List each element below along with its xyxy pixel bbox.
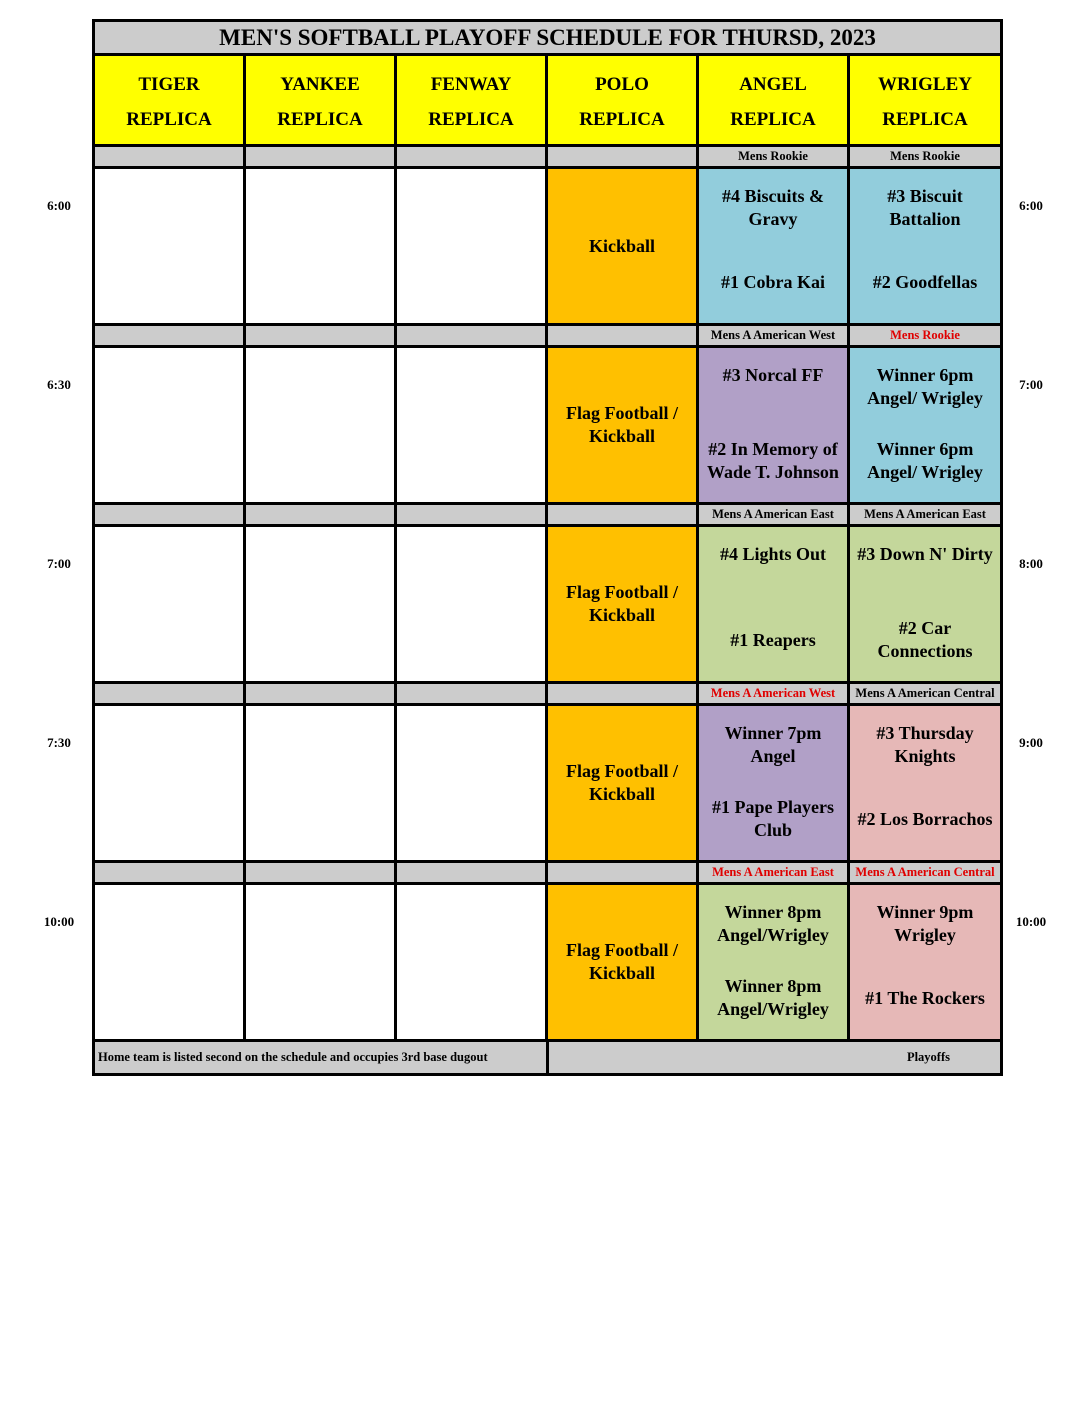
polo-activity: Flag Football / Kickball xyxy=(548,706,699,863)
division-row xyxy=(95,505,1000,527)
angel-division-label: Mens A American East xyxy=(699,505,850,527)
separator-cell xyxy=(95,147,246,169)
empty-slot-fenway xyxy=(397,706,548,863)
separator-cell xyxy=(246,505,397,527)
wrigley-division-label: Mens Rookie xyxy=(850,326,1000,348)
field-header-angel xyxy=(699,56,850,147)
home-team: #2 In Memory of Wade T. Johnson xyxy=(707,439,839,482)
angel-division-label: Mens A American West xyxy=(699,684,850,706)
wrigley-game xyxy=(850,885,1000,1042)
left-time-label: 10:00 xyxy=(43,914,75,929)
away-team: Winner 6pm Angel/ Wrigley xyxy=(867,365,983,408)
home-team: Winner 6pm Angel/ Wrigley xyxy=(867,439,983,482)
division-row xyxy=(95,684,1000,706)
field-sub: REPLICA xyxy=(730,109,816,130)
empty-slot-yankee xyxy=(246,348,397,505)
away-team: #3 Down N' Dirty xyxy=(857,544,993,564)
polo-activity: Kickball xyxy=(548,169,699,326)
separator-cell xyxy=(397,684,548,706)
right-time-label: 7:00 xyxy=(1019,377,1043,392)
angel-game xyxy=(699,885,850,1042)
separator-cell xyxy=(246,684,397,706)
separator-cell xyxy=(95,326,246,348)
angel-division-label: Mens Rookie xyxy=(699,147,850,169)
home-team: Winner 8pm Angel/Wrigley xyxy=(717,976,829,1019)
field-header-row xyxy=(95,56,1000,147)
separator-cell xyxy=(246,863,397,885)
field-header-tiger xyxy=(95,56,246,147)
right-time-label: 6:00 xyxy=(1019,198,1043,213)
page-title: MEN'S SOFTBALL PLAYOFF SCHEDULE FOR THURSD, 2023 xyxy=(95,22,1000,56)
left-time-label: 6:00 xyxy=(47,198,71,213)
angel-division-label: Mens A American East xyxy=(699,863,850,885)
away-team: #4 Lights Out xyxy=(719,544,827,564)
separator-cell xyxy=(95,863,246,885)
separator-cell xyxy=(397,147,548,169)
empty-slot-yankee xyxy=(246,885,397,1042)
footer-note: Home team is listed second on the schedule and occupies 3rd base dugout xyxy=(95,1042,549,1073)
game-row xyxy=(95,348,1000,505)
empty-slot-fenway xyxy=(397,169,548,326)
away-team: Winner 9pm Wrigley xyxy=(876,902,974,945)
empty-slot-yankee xyxy=(246,527,397,684)
division-row xyxy=(95,147,1000,169)
division-row xyxy=(95,326,1000,348)
angel-game xyxy=(699,348,850,505)
game-row xyxy=(95,885,1000,1042)
angel-game xyxy=(699,706,850,863)
home-team: #2 Los Borrachos xyxy=(857,808,993,829)
wrigley-division-label: Mens A American Central xyxy=(850,863,1000,885)
polo-activity: Flag Football / Kickball xyxy=(548,527,699,684)
game-row xyxy=(95,706,1000,863)
field-header-yankee xyxy=(246,56,397,147)
field-header-fenway xyxy=(397,56,548,147)
away-team: #4 Biscuits & Gravy xyxy=(721,186,824,229)
footer-row xyxy=(95,1042,1000,1073)
separator-cell xyxy=(548,863,699,885)
separator-cell xyxy=(548,326,699,348)
empty-slot-fenway xyxy=(397,885,548,1042)
right-time-label: 8:00 xyxy=(1019,556,1043,571)
wrigley-division-label: Mens A American Central xyxy=(850,684,1000,706)
wrigley-division-label: Mens A American East xyxy=(850,505,1000,527)
field-sub: REPLICA xyxy=(428,109,514,130)
home-team: #1 Cobra Kai xyxy=(720,271,825,292)
field-header-polo xyxy=(548,56,699,147)
home-team: #1 Pape Players Club xyxy=(712,797,834,840)
field-name: ANGEL xyxy=(739,74,807,95)
separator-cell xyxy=(397,505,548,527)
right-time-label: 10:00 xyxy=(1015,914,1047,929)
left-time-label: 7:30 xyxy=(47,735,71,750)
wrigley-game xyxy=(850,348,1000,505)
home-team: #2 Goodfellas xyxy=(872,271,978,292)
polo-activity: Flag Football / Kickball xyxy=(548,885,699,1042)
wrigley-division-label: Mens Rookie xyxy=(850,147,1000,169)
away-team: #3 Thursday Knights xyxy=(876,723,974,766)
field-sub: REPLICA xyxy=(882,109,968,130)
separator-cell xyxy=(246,326,397,348)
angel-game xyxy=(699,527,850,684)
home-team: #1 Reapers xyxy=(730,629,816,650)
empty-slot-tiger xyxy=(95,885,246,1042)
separator-cell xyxy=(548,147,699,169)
field-name: FENWAY xyxy=(430,74,512,95)
separator-cell xyxy=(548,505,699,527)
left-time-label: 6:30 xyxy=(47,377,71,392)
away-team: #3 Norcal FF xyxy=(722,365,824,385)
field-name: TIGER xyxy=(138,74,200,95)
wrigley-game xyxy=(850,527,1000,684)
division-row xyxy=(95,863,1000,885)
left-time-label: 7:00 xyxy=(47,556,71,571)
separator-cell xyxy=(397,326,548,348)
empty-slot-yankee xyxy=(246,706,397,863)
time-slots xyxy=(95,147,1000,1042)
separator-cell xyxy=(95,684,246,706)
separator-cell xyxy=(246,147,397,169)
away-team: Winner 7pm Angel xyxy=(724,723,822,766)
schedule-table xyxy=(92,19,1003,1076)
field-name: WRIGLEY xyxy=(878,74,972,95)
game-row xyxy=(95,169,1000,326)
separator-cell xyxy=(548,684,699,706)
home-team: #1 The Rockers xyxy=(865,987,985,1008)
angel-game xyxy=(699,169,850,326)
empty-slot-tiger xyxy=(95,169,246,326)
home-team: #2 Car Connections xyxy=(877,618,973,661)
empty-slot-tiger xyxy=(95,527,246,684)
angel-division-label: Mens A American West xyxy=(699,326,850,348)
away-team: Winner 8pm Angel/Wrigley xyxy=(717,902,829,945)
empty-slot-tiger xyxy=(95,706,246,863)
field-sub: REPLICA xyxy=(277,109,363,130)
separator-cell xyxy=(397,863,548,885)
empty-slot-fenway xyxy=(397,527,548,684)
separator-cell xyxy=(95,505,246,527)
away-team: #3 Biscuit Battalion xyxy=(887,186,963,229)
empty-slot-tiger xyxy=(95,348,246,505)
wrigley-game xyxy=(850,169,1000,326)
wrigley-game xyxy=(850,706,1000,863)
field-name: YANKEE xyxy=(280,74,360,95)
empty-slot-fenway xyxy=(397,348,548,505)
game-row xyxy=(95,527,1000,684)
empty-slot-yankee xyxy=(246,169,397,326)
field-sub: REPLICA xyxy=(126,109,212,130)
polo-activity: Flag Football / Kickball xyxy=(548,348,699,505)
right-time-label: 9:00 xyxy=(1019,735,1043,750)
field-header-wrigley xyxy=(850,56,1000,147)
footer-label: Playoffs xyxy=(549,1042,1000,1073)
field-name: POLO xyxy=(595,74,649,95)
field-sub: REPLICA xyxy=(579,109,665,130)
